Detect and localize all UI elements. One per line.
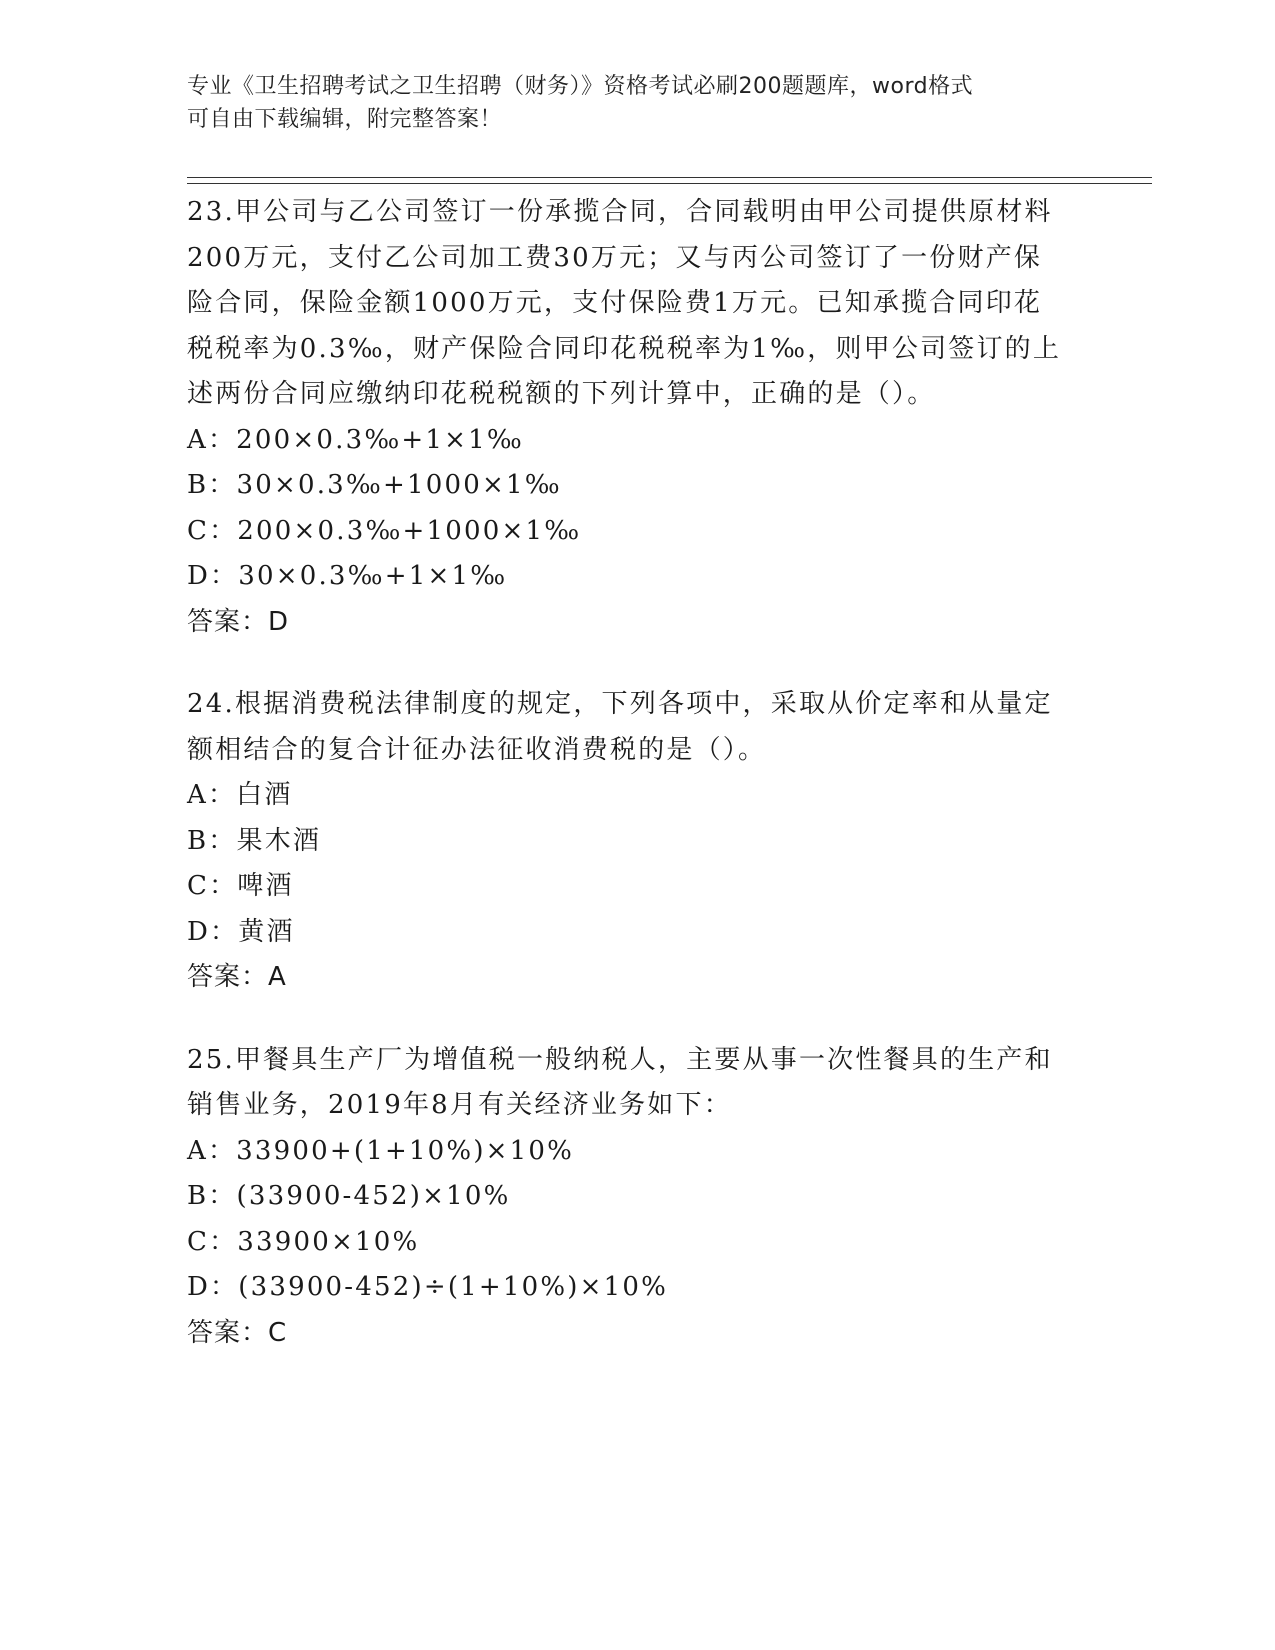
option-a: A：33900+(1+10%)×10% xyxy=(187,1135,575,1166)
option-d: D：30×0.3‰+1×1‰ xyxy=(187,561,508,591)
question-list xyxy=(187,190,1087,1393)
option-b: B：30×0.3‰+1000×1‰ xyxy=(187,470,562,500)
question-text-line: 24.根据消费税法律制度的规定，下列各项中，采取从价定率和从量定 xyxy=(187,689,1053,719)
question-text-line: 销售业务，2019年8月有关经济业务如下： xyxy=(187,1090,732,1120)
question-text-line: 23.甲公司与乙公司签订一份承揽合同，合同载明由甲公司提供原材料 xyxy=(187,197,1053,227)
header-divider-bottom xyxy=(187,183,1152,184)
option-c: C：200×0.3‰+1000×1‰ xyxy=(187,515,582,546)
question-text-line: 税税率为0.3‰，财产保险合同印花税税率为1‰，则甲公司签订的上 xyxy=(187,333,1062,364)
question-text-line: 险合同，保险金额1000万元，支付保险费1万元。已知承揽合同印花 xyxy=(187,288,1043,318)
answer-label: 答案：C xyxy=(187,1317,288,1348)
option-a: A：白酒 xyxy=(187,780,293,810)
question-text-line: 25.甲餐具生产厂为增值税一般纳税人，主要从事一次性餐具的生产和 xyxy=(187,1044,1053,1075)
header-line-1: 专业《卫生招聘考试之卫生招聘（财务）》资格考试必刷200题题库，word格式 xyxy=(187,74,974,99)
option-c: C：33900×10% xyxy=(187,1226,420,1257)
header-divider-top xyxy=(187,177,1152,178)
option-d: D：(33900-452)÷(1+10%)×10% xyxy=(187,1272,669,1302)
option-b: B：果木酒 xyxy=(187,825,322,856)
option-d: D：黄酒 xyxy=(187,916,295,947)
option-a: A：200×0.3‰+1×1‰ xyxy=(187,424,524,455)
question-text-line: 额相结合的复合计征办法征收消费税的是（）。 xyxy=(187,734,767,765)
option-b: B：(33900-452)×10% xyxy=(187,1181,511,1211)
answer-label: 答案：A xyxy=(187,962,287,992)
question-text-line: 述两份合同应缴纳印花税税额的下列计算中，正确的是（）。 xyxy=(187,379,936,409)
question-24 xyxy=(187,682,1087,1001)
option-c: C：啤酒 xyxy=(187,871,294,901)
question-25 xyxy=(187,1038,1087,1357)
header-line-2: 可自由下载编辑，附完整答案！ xyxy=(187,107,503,132)
document-header xyxy=(187,70,1067,136)
question-23 xyxy=(187,190,1087,645)
answer-label: 答案：D xyxy=(187,606,290,637)
question-text-line: 200万元，支付乙公司加工费30万元；又与丙公司签订了一份财产保 xyxy=(187,242,1043,273)
